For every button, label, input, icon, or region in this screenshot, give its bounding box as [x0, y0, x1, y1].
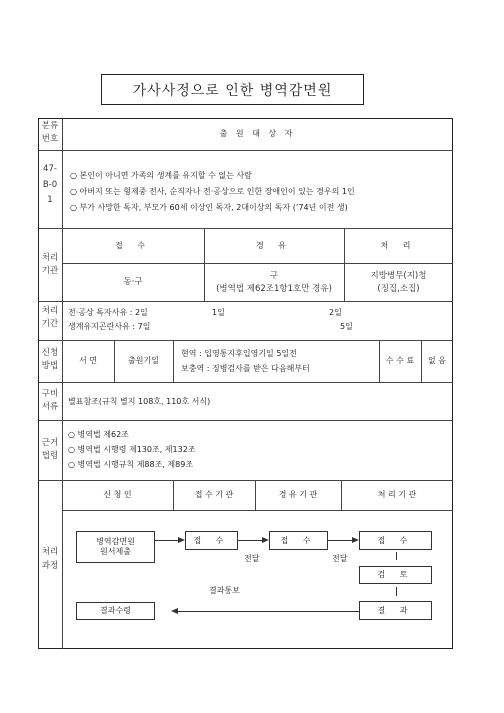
legal-basis-item: ○ 병역법 시행규칙 제88조, 제89조: [68, 460, 194, 469]
eligibility-item: ○ 부가 사망한 독자, 부모가 60세 이상인 독자, 2대이상의 독자 (’74년 이전 생): [70, 203, 348, 212]
fee-label: 수 수 료: [385, 356, 415, 365]
flow-box-apply: 병역감면원 원서제출: [76, 531, 155, 563]
flow-connector: [396, 587, 397, 596]
period-row-mid: 1일: [212, 308, 225, 317]
filing-timing-line: 현역 : 입영통지후입영기일 5일전: [181, 349, 297, 358]
agency-process-value: 지방병무(지)청 (징집,소집): [370, 271, 427, 295]
period-row-end: 2일: [329, 308, 342, 317]
period-row-end: 5일: [340, 322, 353, 331]
rule: [38, 420, 453, 421]
agency-receive-value: 동·구: [123, 277, 143, 287]
arrow-right-icon: [352, 537, 359, 543]
processing-period-label: 처리 기간: [41, 306, 59, 330]
eligibility-item: ○ 본인이 아니면 가족의 생계를 유지할 수 없는 사람: [70, 171, 252, 180]
flow-box-result-receipt: 결과수령: [76, 602, 155, 620]
flow-box-result: 결 과: [359, 601, 432, 620]
flow-transfer-label: 전달: [244, 554, 260, 563]
filing-timing-label: 출원기일: [128, 356, 159, 365]
rule: [38, 382, 453, 383]
required-documents-label: 구비 서류: [41, 389, 59, 413]
flow-arrow: [155, 540, 178, 541]
process-label: 처리 과정: [41, 547, 59, 572]
agency-header-process: 처 리: [380, 241, 417, 250]
flow-header-receiver: 접 수 기 관: [194, 490, 234, 499]
agency-via-value: 구 (병역법 제62조1항1호만 경유): [216, 271, 332, 295]
arrow-right-icon: [178, 537, 185, 543]
arrow-right-icon: [262, 537, 269, 543]
flow-transfer-label: 전달: [332, 554, 348, 563]
period-row-name: 전·공상 독자사유 : 2일: [68, 308, 148, 317]
rule: [38, 301, 453, 302]
flow-box-review: 검 토: [359, 566, 432, 584]
arrow-left-icon: [171, 608, 178, 614]
rule: [38, 150, 453, 151]
flow-arrow: [238, 540, 262, 541]
legal-basis-label: 근거 법령: [41, 438, 59, 462]
flow-box-receive: 접 수: [269, 531, 328, 550]
flow-connector: [396, 552, 397, 560]
required-documents-value: 별표참조(규칙 별지 108호, 110호 서식): [68, 397, 211, 406]
flow-notice-label: 결과통보: [209, 586, 240, 595]
flow-header-via: 경 유 기 관: [278, 490, 318, 499]
flow-arrow: [178, 611, 359, 612]
fee-value: 없 음: [428, 356, 446, 365]
application-method-value: 서 면: [79, 356, 97, 365]
flow-header-applicant: 신 청 인: [103, 490, 132, 499]
classification-number: 47- B-0 1: [42, 164, 58, 206]
legal-basis-item: ○ 병역법 제62조: [68, 430, 129, 439]
legal-basis-item: ○ 병역법 시행령 제130조, 제132조: [68, 445, 196, 454]
processing-agency-label: 처리 기관: [41, 253, 59, 277]
rule: [38, 228, 453, 229]
rule: [62, 510, 453, 511]
flow-arrow: [328, 540, 352, 541]
document-title: 가사사정으로 인한 병역감면원: [101, 74, 364, 105]
agency-header-via: 경 유: [256, 241, 292, 250]
rule: [62, 263, 453, 264]
rule: [62, 118, 63, 649]
rule: [173, 340, 174, 382]
rule: [38, 340, 453, 341]
application-method-label: 신청 방법: [41, 348, 59, 372]
flow-box-receive: 접 수: [359, 531, 432, 550]
period-row-name: 생계유지곤란사유 : 7일: [68, 322, 151, 331]
rule: [38, 480, 453, 481]
flow-box-receive: 접 수: [185, 531, 238, 550]
flow-header-processor: 처 리 기 관: [377, 490, 417, 499]
filing-timing-line: 보충역 : 징병검사를 받은 다음해부터: [181, 364, 310, 373]
classification-number-header: 분류 번호: [41, 121, 59, 145]
applicant-target-header: 출 원 대 상 자: [219, 129, 296, 138]
eligibility-item: ○ 아버지 또는 형제중 전사, 순직자나 전·공상으로 인한 장애인이 있는 경우의 1인: [70, 187, 355, 196]
agency-header-receive: 접 수: [115, 241, 151, 250]
